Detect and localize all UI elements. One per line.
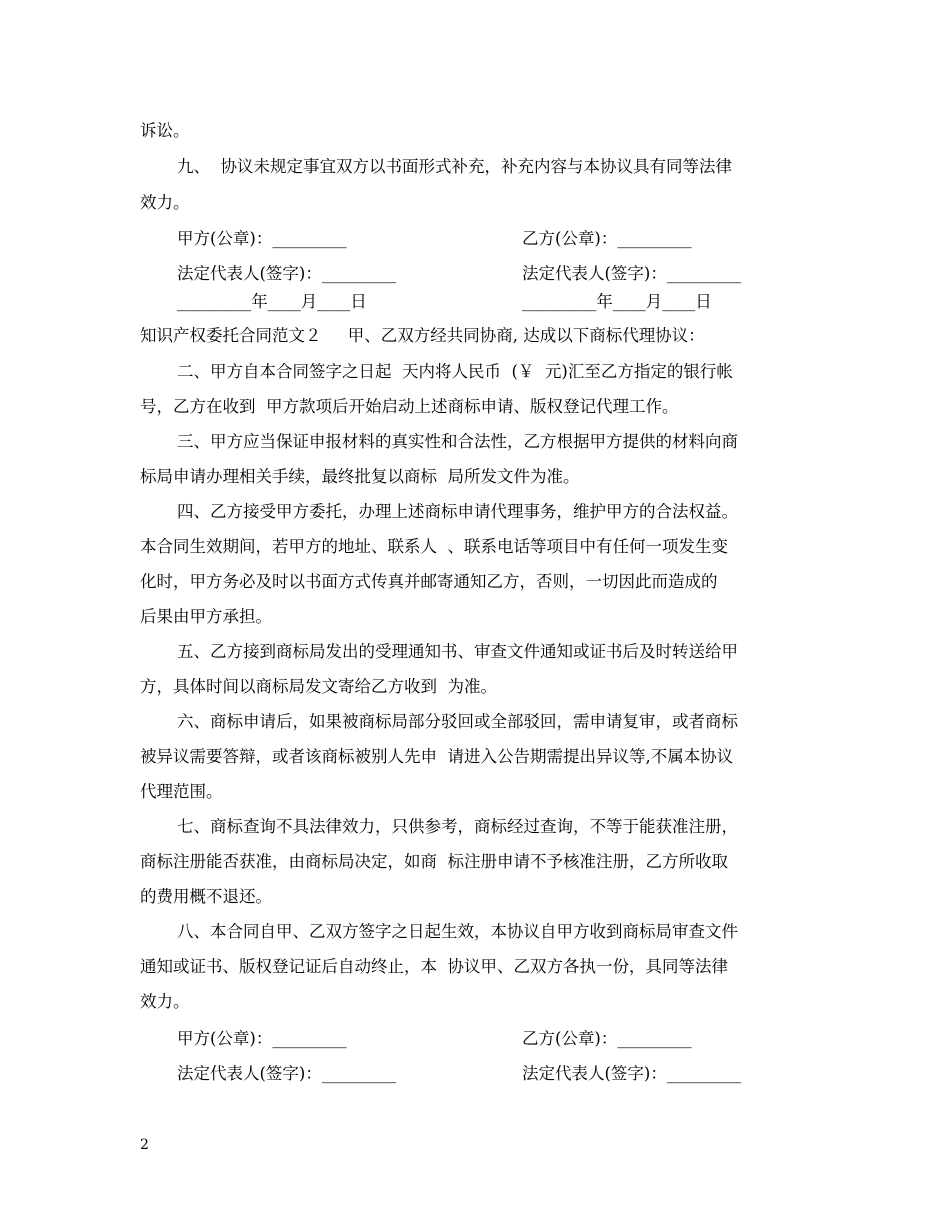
party-a-seal: 甲方(公章)：_________: [177, 229, 347, 248]
text-line: 的费用概不退还。: [140, 887, 272, 906]
text-line: 效力。: [140, 992, 190, 1011]
text-line: 标局申请办理相关手续，最终批复以商标 局所发文件为准。: [140, 467, 580, 486]
text-line: 化时，甲方务必及时以书面方式传真并邮寄通知乙方，否则，一切因此而造成的: [140, 572, 718, 591]
text-line: 代理范围。: [140, 782, 223, 801]
party-a-date: _________年____月____日: [177, 292, 367, 311]
text-line: 号，乙方在收到 甲方款项后开始启动上述商标申请、版权登记代理工作。: [140, 397, 679, 416]
party-a-representative: 法定代表人(签字)：_________: [177, 1064, 397, 1083]
page-number: 2: [140, 1137, 149, 1153]
party-a-seal: 甲方(公章)：_________: [177, 1029, 347, 1048]
text-line: 商标注册能否获准，由商标局决定，如商 标注册申请不予核准注册，乙方所收取: [140, 852, 728, 871]
text-line: 后果由甲方承担。: [140, 607, 272, 626]
party-b-representative: 法定代表人(签字)：_________: [522, 1064, 742, 1083]
clause-6-line: 六、商标申请后，如果被商标局部分驳回或全部驳回，需申请复审，或者商标: [177, 712, 738, 731]
party-b-representative: 法定代表人(签字)：_________: [522, 264, 742, 283]
party-b-seal: 乙方(公章)：_________: [522, 1029, 692, 1048]
text-line: 通知或证书、版权登记证后自动终止，本 协议甲、乙双方各执一份，具同等法律: [140, 957, 728, 976]
clause-5-line: 五、乙方接到商标局发出的受理通知书、审查文件通知或证书后及时转送给甲: [177, 642, 738, 661]
text-line: 本合同生效期间，若甲方的地址、联系人 、联系电话等项目中有任何一项发生变: [140, 537, 728, 556]
text-line: 被异议需要答辩，或者该商标被别人先申 请进入公告期需提出异议等,不属本协议: [140, 747, 734, 766]
clause-8-line: 八、本合同自甲、乙双方签字之日起生效，本协议自甲方收到商标局审查文件: [177, 922, 738, 941]
party-b-date: _________年____月____日: [522, 292, 712, 311]
clause-2-line: 二、甲方自本合同签字之日起 天内将人民币 (￥ 元)汇至乙方指定的银行帐: [177, 362, 733, 381]
party-b-seal: 乙方(公章)：_________: [522, 229, 692, 248]
clause-3-line: 三、甲方应当保证申报材料的真实性和合法性，乙方根据甲方提供的材料向商: [177, 432, 738, 451]
clause-4-line: 四、乙方接受甲方委托，办理上述商标申请代理事务，维护甲方的合法权益。: [177, 502, 738, 521]
text-line: 方，具体时间以商标局发文寄给乙方收到 为准。: [140, 677, 497, 696]
clause-9-line: 九、 协议未规定事宜双方以书面形式补充，补充内容与本协议具有同等法律: [177, 157, 732, 176]
text-line: 效力。: [140, 193, 190, 212]
section-title-line: 知识产权委托合同范文２ 甲、乙双方经共同协商, 达成以下商标代理协议：: [140, 326, 705, 345]
text-line: 诉讼。: [140, 121, 190, 140]
party-a-representative: 法定代表人(签字)：_________: [177, 264, 397, 283]
clause-7-line: 七、商标查询不具法律效力，只供参考，商标经过查询，不等于能获准注册，: [177, 817, 738, 836]
